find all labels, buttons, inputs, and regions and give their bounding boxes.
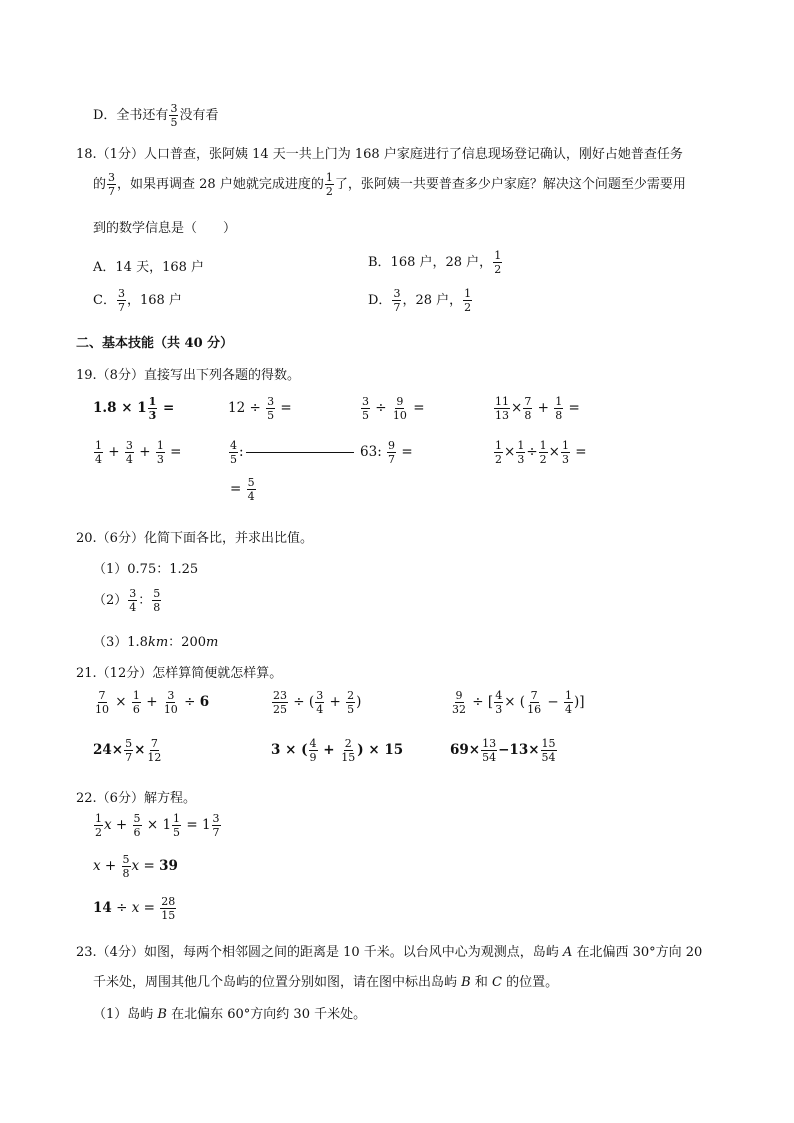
fraction: $\frac{3}{7}$ (117, 287, 125, 314)
fraction: $\frac{1}{2}$ (464, 287, 472, 314)
q19-r1c2: 12 ÷ $\frac{3}{5}$ = (228, 395, 292, 422)
fraction: $\frac{3}{5}$ (170, 102, 178, 129)
q18-option-b[interactable]: B．168 户，28 户， $\frac{1}{2}$ (368, 249, 502, 276)
q19-r1c1: 1.8 × 1 $\frac{1}{3}$ = (93, 395, 175, 422)
q18-line2: 的 $\frac{3}{7}$ ，如果再调查 28 户她就完成进度的 $\frac{1}{2}$ 了，张阿姨一共要普查多少户家庭？解决这个问题至少需要用 (93, 171, 686, 198)
fraction: $\frac{1}{2}$ (494, 249, 502, 276)
section-heading: 二、基本技能（共 40 分） (76, 336, 234, 351)
q21-expr1: $\frac{7}{10}$ × $\frac{1}{6}$ + $\frac{3}{10}$ ÷ 6 (95, 689, 210, 716)
q21-expr5: 3 × ( $\frac{4}{9}$ + $\frac{2}{15}$ ) × 15 (271, 737, 404, 764)
q18-option-a[interactable]: A．14 天，168 户 (93, 260, 205, 275)
q23-line2: 千米处，周围其他几个岛屿的位置分别如图，请在图中标出岛屿 B 和 C 的位置。 (93, 975, 559, 990)
answer-blank[interactable] (246, 452, 354, 453)
q22-eq3: 14 ÷ x = $\frac{28}{15}$ (93, 895, 176, 922)
q20-part2: （2） $\frac{3}{4}$ ： $\frac{5}{8}$ (93, 587, 161, 614)
q22-title: 22.（6分）解方程。 (76, 791, 196, 806)
q21-expr6: 69× $\frac{13}{54}$ −13× $\frac{15}{54}$ (450, 737, 556, 764)
q17-option-d (93, 103, 218, 128)
q19-r2c3: 63: $\frac{9}{7}$ = (360, 439, 413, 466)
q19-r1c4: $\frac{11}{13}$ × $\frac{7}{8}$ + $\frac{1}{8}$ = (495, 395, 580, 422)
q19-r2c4: $\frac{1}{2}$ × $\frac{1}{3}$ ÷ $\frac{1}{2}$ × $\frac{1}{3}$ = (495, 439, 587, 466)
q18-line3: 到的数学信息是（ ） (93, 221, 237, 236)
q19-r2c2: $\frac{4}{5}$ : (228, 440, 356, 465)
q23-line1: 23.（4分）如图，每两个相邻圆之间的距离是 10 千米。以台风中心为观测点，岛屿 A 在北偏西 30°方向 20 (76, 945, 703, 960)
q21-expr3: $\frac{9}{32}$ ÷ [ $\frac{4}{3}$ × ( $\frac{7}{16}$ − $\frac{1}{4}$ )] (452, 689, 585, 716)
q20-title: 20.（6分）化简下面各比，并求出比值。 (76, 531, 313, 546)
q17-d-prefix: D．全书还有 (93, 108, 169, 123)
q19-title: 19.（8分）直接写出下列各题的得数。 (76, 368, 300, 383)
q19-r2c1: $\frac{1}{4}$ + $\frac{3}{4}$ + $\frac{1}{3}$ = (95, 439, 182, 466)
q20-part1: （1）0.75：1.25 (93, 562, 199, 577)
q22-eq1: $\frac{1}{2}$ x + $\frac{5}{6}$ × 1 $\frac{1}{5}$ = 1 $\frac{3}{7}$ (95, 812, 220, 839)
q23-part1: （1）岛屿 B 在北偏东 60°方向约 30 千米处。 (93, 1007, 367, 1022)
q20-part3: （3）1.8km：200m (93, 635, 219, 650)
q18-line1: 18.（1分）人口普查，张阿姨 14 天一共上门为 168 户家庭进行了信息现场登记确认，刚好占她普查任务 (76, 147, 683, 162)
fraction: $\frac{3}{7}$ (393, 287, 401, 314)
q21-title: 21.（12分）怎样算简便就怎样算。 (76, 666, 283, 681)
fraction: $\frac{1}{2}$ (325, 171, 333, 198)
q22-eq2: x + $\frac{5}{8}$ x = 39 (93, 853, 178, 880)
q18-option-d[interactable]: D． $\frac{3}{7}$ ，28 户， $\frac{1}{2}$ (368, 287, 472, 314)
q21-expr2: $\frac{23}{25}$ ÷ ( $\frac{3}{4}$ + $\frac{2}{5}$ ) (273, 689, 362, 716)
fraction: $\frac{3}{7}$ (108, 171, 116, 198)
q18-option-c[interactable]: C． $\frac{3}{7}$ ，168 户 (93, 287, 182, 314)
q21-expr4: 24× $\frac{5}{7}$ × $\frac{7}{12}$ (93, 737, 162, 764)
q17-d-suffix: 没有看 (179, 108, 219, 123)
q19-r1c3: $\frac{3}{5}$ ÷ $\frac{9}{10}$ = (362, 395, 425, 422)
q19-r2c2-result: = $\frac{5}{4}$ (230, 476, 255, 503)
